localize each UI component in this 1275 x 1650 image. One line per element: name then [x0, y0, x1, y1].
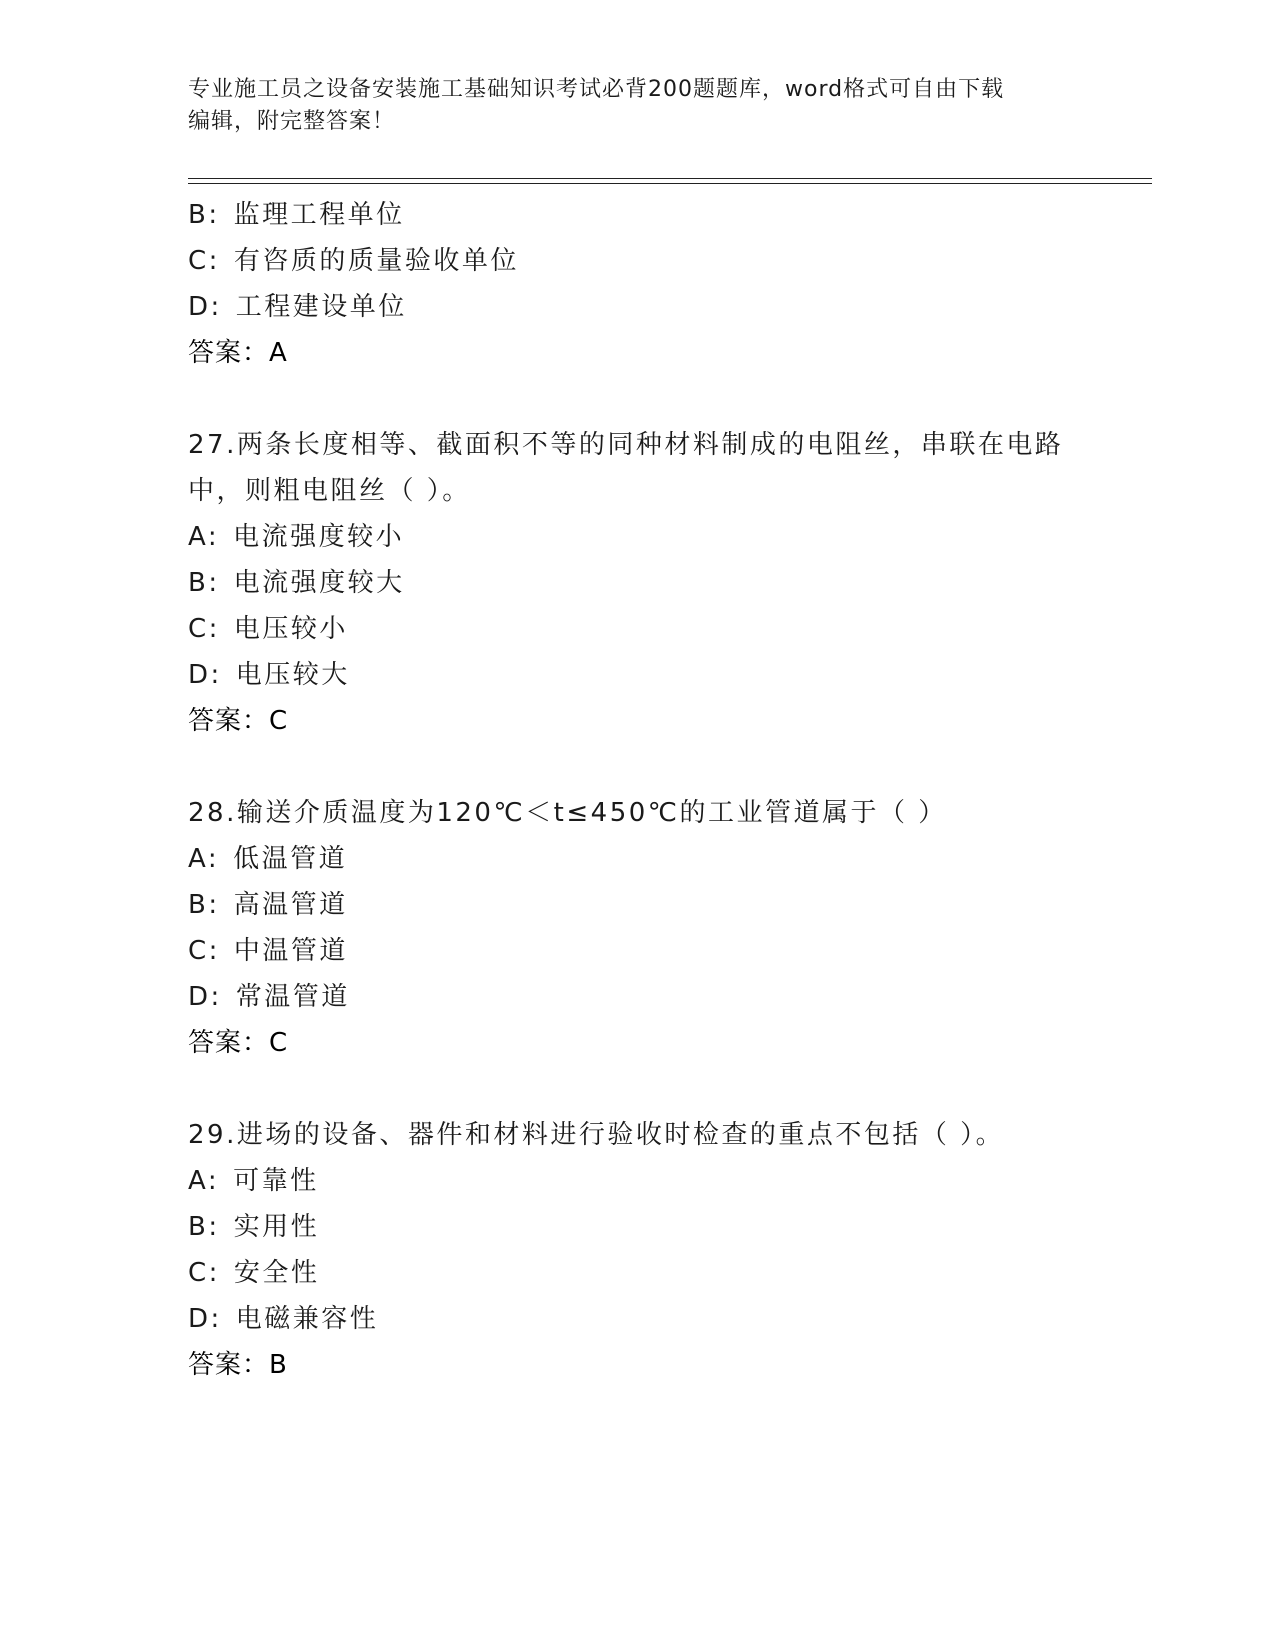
- question-26-continuation: [188, 192, 1088, 376]
- option-key: D:: [188, 660, 222, 690]
- option-c: [188, 1250, 1088, 1296]
- spacer: [188, 376, 1088, 422]
- question-stem-line-1: 27.两条长度相等、截面积不等的同种材料制成的电阻丝，串联在电路: [188, 430, 1064, 460]
- option-text: 电压较小: [233, 614, 348, 644]
- option-c: [188, 606, 1088, 652]
- question-stem-line-1: 29.进场的设备、器件和材料进行验收时检查的重点不包括（ ）。: [188, 1120, 1005, 1150]
- document-header: [188, 74, 1088, 138]
- option-d: [188, 284, 1088, 330]
- option-key: B:: [188, 1212, 220, 1242]
- answer-line: 答案：C: [188, 1028, 289, 1058]
- question-stem: [188, 1112, 1088, 1158]
- option-text: 有咨质的质量验收单位: [233, 246, 519, 276]
- option-b: [188, 560, 1088, 606]
- option-key: C:: [188, 1258, 220, 1288]
- question-28: [188, 790, 1088, 1066]
- option-text: 电流强度较小: [233, 522, 405, 552]
- option-key: D:: [188, 982, 222, 1012]
- option-key: B:: [188, 890, 220, 920]
- option-text: 低温管道: [233, 844, 348, 874]
- option-b: [188, 1204, 1088, 1250]
- option-key: A:: [188, 844, 220, 874]
- option-key: C:: [188, 936, 220, 966]
- option-text: 工程建设单位: [235, 292, 407, 322]
- option-text: 监理工程单位: [233, 200, 405, 230]
- answer-line: 答案：A: [188, 338, 288, 368]
- question-stem: [188, 790, 1088, 836]
- header-divider-bottom: [188, 183, 1152, 184]
- option-a: [188, 836, 1088, 882]
- option-text: 可靠性: [233, 1166, 319, 1196]
- question-stem: [188, 422, 1088, 514]
- option-text: 高温管道: [233, 890, 348, 920]
- option-b: [188, 882, 1088, 928]
- option-d: [188, 1296, 1088, 1342]
- option-key: A:: [188, 522, 220, 552]
- spacer: [188, 744, 1088, 790]
- option-key: D:: [188, 292, 222, 322]
- option-d: [188, 974, 1088, 1020]
- option-key: B:: [188, 568, 220, 598]
- header-divider-top: [188, 178, 1152, 179]
- question-29: [188, 1112, 1088, 1388]
- option-key: B:: [188, 200, 220, 230]
- header-line-2: 编辑，附完整答案！: [188, 109, 396, 134]
- question-stem-line-1: 28.输送介质温度为120℃＜t≤450℃的工业管道属于（ ）: [188, 798, 947, 828]
- option-a: [188, 1158, 1088, 1204]
- option-key: C:: [188, 614, 220, 644]
- option-c: [188, 928, 1088, 974]
- question-stem-line-2: 中，则粗电阻丝（ ）。: [188, 476, 471, 506]
- option-c: [188, 238, 1088, 284]
- option-text: 电磁兼容性: [235, 1304, 379, 1334]
- option-key: D:: [188, 1304, 222, 1334]
- spacer: [188, 1066, 1088, 1112]
- option-a: [188, 514, 1088, 560]
- document-body: [188, 192, 1088, 1388]
- answer-line: 答案：C: [188, 706, 289, 736]
- answer-line: 答案：B: [188, 1350, 288, 1380]
- header-line-1: 专业施工员之设备安装施工基础知识考试必背200题题库，word格式可自由下载: [188, 77, 1005, 102]
- question-27: [188, 422, 1088, 744]
- option-text: 电流强度较大: [233, 568, 405, 598]
- option-key: A:: [188, 1166, 220, 1196]
- option-text: 安全性: [233, 1258, 320, 1288]
- option-d: [188, 652, 1088, 698]
- option-text: 常温管道: [235, 982, 350, 1012]
- option-key: C:: [188, 246, 220, 276]
- option-text: 实用性: [233, 1212, 320, 1242]
- option-text: 中温管道: [233, 936, 348, 966]
- option-b: [188, 192, 1088, 238]
- option-text: 电压较大: [235, 660, 350, 690]
